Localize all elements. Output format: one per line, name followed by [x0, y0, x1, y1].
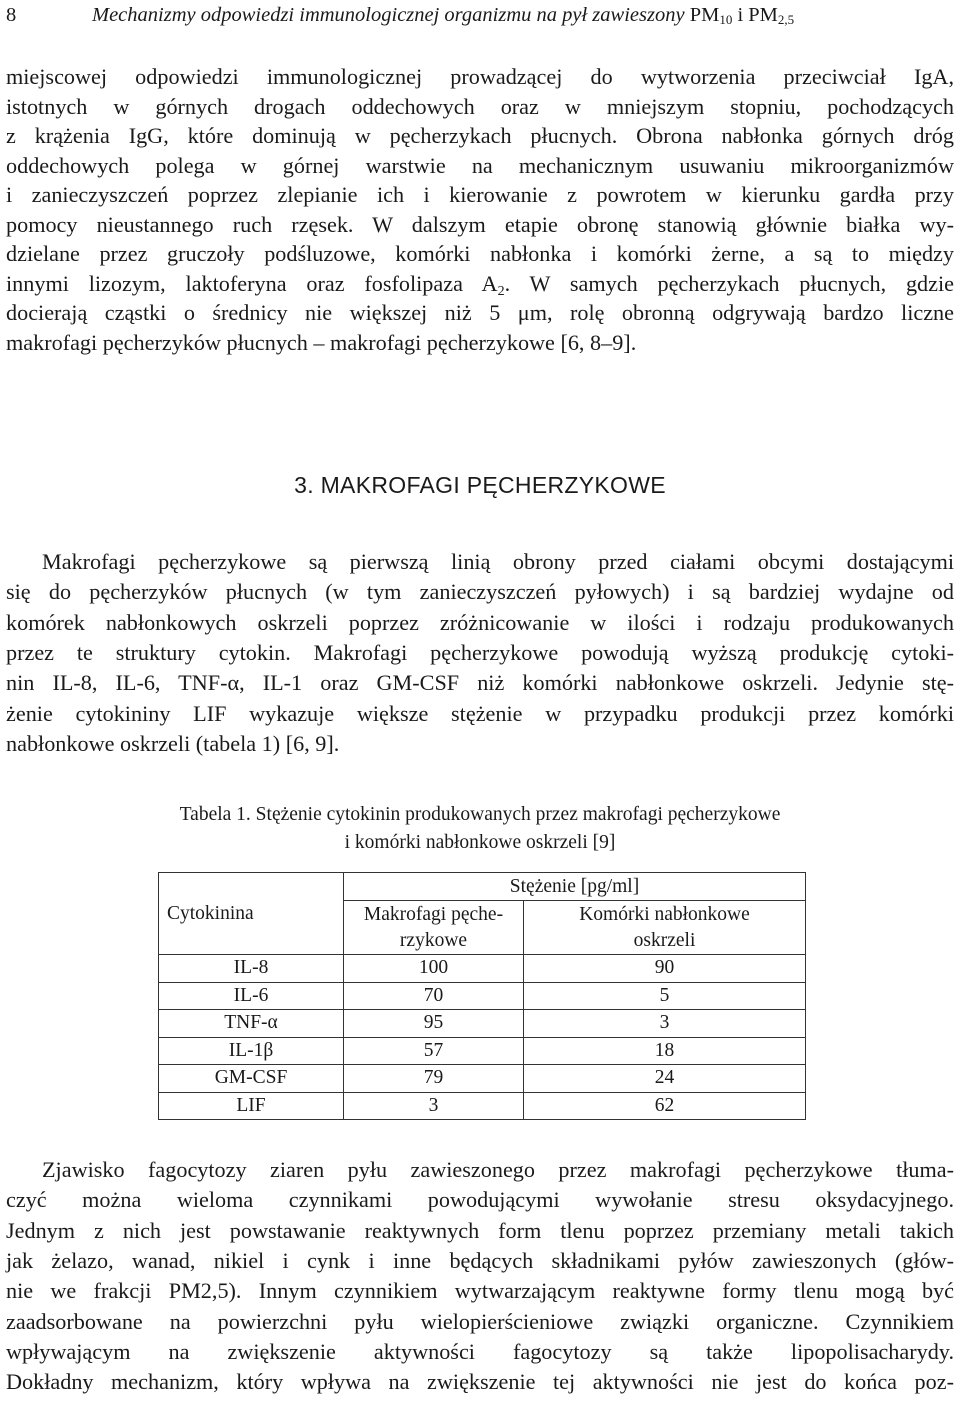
running-header	[6, 2, 956, 33]
cell-epith: 18	[524, 1037, 806, 1065]
cell-epith: 5	[524, 982, 806, 1010]
cell-macro: 70	[344, 982, 524, 1010]
paragraph-line: Dokładny mechanizm, który wpływa na zwiększenie tej aktywności nie jest do końca poz-	[6, 1369, 954, 1395]
line-text: . W samych pęcherzykach płucnych, gdzie	[504, 270, 954, 296]
cell-cytokine: LIF	[159, 1092, 344, 1120]
table-row	[159, 982, 806, 1010]
col-header-line: oskrzeli	[633, 929, 696, 951]
paragraph-phagocytosis	[6, 1155, 954, 1398]
cell-macro: 57	[344, 1037, 524, 1065]
cell-macro: 79	[344, 1065, 524, 1093]
paragraph-line: nin IL-8, IL-6, TNF-α, IL-1 oraz GM-CSF niż komórki nabłonkowe oskrzeli. Jedynie stę-	[6, 670, 954, 696]
paragraph-line: Jednym z nich jest powstawanie reaktywnych form tlenu poprzez przemiany metali takich	[6, 1217, 954, 1243]
table-caption-line2: i komórki nabłonkowe oskrzeli [9]	[344, 832, 616, 853]
subscript-2: 2	[497, 283, 505, 299]
paragraph-immune-response	[6, 62, 954, 357]
section-heading: 3. MAKROFAGI PĘCHERZYKOWE	[294, 472, 666, 498]
table-row	[159, 1037, 806, 1065]
paragraph-line-with-subscript	[6, 269, 954, 299]
paragraph-line: i zanieczyszczeń poprzez zlepianie ich i kierowanie z powrotem w kierunku gardła przy	[6, 182, 954, 208]
cytokine-table	[158, 872, 806, 1120]
cell-epith: 62	[524, 1092, 806, 1120]
paragraph-line: Makrofagi pęcherzykowe są pierwszą linią obrony przed ciałami obcymi dostającymi	[42, 549, 954, 574]
paragraph-line: Zjawisko fagocytozy ziaren pyłu zawieszonego przez makrofagi pęcherzykowe tłuma-	[42, 1157, 954, 1182]
paragraph-line: z krążenia IgG, które dominują w pęcherzykach płucnych. Obrona nabłonka górnych dróg	[6, 123, 954, 149]
table-row	[159, 1092, 806, 1120]
table-caption	[0, 801, 960, 857]
table-row	[159, 1065, 806, 1093]
paragraph-line: się do pęcherzyków płucnych (w tym zanieczyszczeń pyłowych) i są bardziej wydajne od	[6, 579, 954, 605]
paragraph-line: oddechowych polega w górnej warstwie na mechanicznym usuwaniu mikroorganizmów	[6, 152, 954, 178]
cell-epith: 90	[524, 955, 806, 983]
group-header-concentration: Stężenie [pg/ml]	[344, 873, 806, 901]
paragraph-line: nie we frakcji PM2,5). Innym czynnikiem wytwarzającym reaktywne formy tlenu mogą być	[6, 1278, 954, 1304]
paragraph-line: istotnych w górnych drogach oddechowych oraz w mniejszym stopniu, pochodzących	[6, 93, 954, 119]
paragraph-line: dzielane przez gruczoły podśluzowe, komórki nabłonka i komórki żerne, a są to między	[6, 241, 954, 267]
pm25-base: PM	[748, 4, 778, 26]
pm25-label	[748, 4, 794, 26]
table-row	[159, 955, 806, 983]
page-number: 8	[6, 4, 17, 26]
pm10-base: PM	[689, 4, 720, 26]
paragraph-line: pomocy nieustannego ruch rzęsek. W dalszym etapie obronę stanowią głównie białka wy-	[6, 211, 954, 237]
col-header-line: rzykowe	[399, 929, 468, 951]
running-title-text: Mechanizmy odpowiedzi immunologicznej organizmu na pył zawieszony	[92, 4, 685, 26]
paragraph-line: komórek nabłonkowych oskrzeli poprzez zróżnicowanie w ilości i rodzaju produkowanych	[6, 609, 954, 635]
line-text: innymi lizozym, laktoferyna oraz fosfolipaza A	[6, 270, 498, 296]
table-caption-line1: Tabela 1. Stężenie cytokinin produkowanych przez makrofagi pęcherzykowe	[179, 804, 781, 825]
col-header-line: Makrofagi pęche-	[363, 903, 504, 925]
cell-macro: 100	[344, 955, 524, 983]
col-header-epithelial	[524, 901, 806, 955]
cell-epith: 3	[524, 1010, 806, 1038]
cell-cytokine: IL-1β	[159, 1037, 344, 1065]
cell-cytokine: TNF-α	[159, 1010, 344, 1038]
cell-cytokine: GM-CSF	[159, 1065, 344, 1093]
cell-macro: 95	[344, 1010, 524, 1038]
table-row	[159, 1010, 806, 1038]
pm25-subscript: 2,5	[777, 12, 795, 27]
paragraph-macrophages	[6, 547, 954, 759]
cell-cytokine: IL-8	[159, 955, 344, 983]
col-header-macrophages	[344, 901, 524, 955]
col-header-cytokine: Cytokinina	[159, 873, 344, 955]
cell-epith: 24	[524, 1065, 806, 1093]
paragraph-line: docierają cząstki o średnicy nie większej niż 5 μm, rolę obronną odgrywają bardzo liczne	[6, 300, 954, 326]
paragraph-line: jak żelazo, wanad, nikiel i cynk i inne będących składnikami pyłów zawieszonych (głów-	[6, 1248, 954, 1274]
paragraph-line: żenie cytokininy LIF wykazuje większe stężenie w przypadku produkcji przez komórki	[6, 700, 954, 726]
cell-macro: 3	[344, 1092, 524, 1120]
paragraph-line: zaadsorbowane na powierzchni pyłu wielopierścieniowe związki organiczne. Czynnikiem	[6, 1308, 954, 1334]
paragraph-line-last: nabłonkowe oskrzeli (tabela 1) [6, 9].	[6, 731, 340, 757]
paragraph-line: miejscowej odpowiedzi immunologicznej prowadzącej do wytworzenia przeciwciał IgA,	[6, 64, 954, 89]
paragraph-line-last: makrofagi pęcherzyków płucnych – makrofagi pęcherzykowe [6, 8–9].	[6, 329, 637, 355]
paragraph-line: przez te struktury cytokin. Makrofagi pęcherzykowe powodują wyższą produkcję cytoki-	[6, 640, 954, 666]
running-title	[92, 4, 794, 26]
paragraph-line: wpływającym na zwiększenie aktywności fagocytozy są także lipopolisacharydy.	[6, 1339, 954, 1365]
paragraph-line: czyć można wieloma czynnikami powodującymi wywołanie stresu oksydacyjnego.	[6, 1187, 954, 1213]
running-title-and: i	[732, 4, 749, 26]
pm10-label	[690, 4, 733, 26]
col-header-line: Komórki nabłonkowe	[579, 903, 750, 925]
cell-cytokine: IL-6	[159, 982, 344, 1010]
pm10-subscript: 10	[719, 12, 733, 27]
